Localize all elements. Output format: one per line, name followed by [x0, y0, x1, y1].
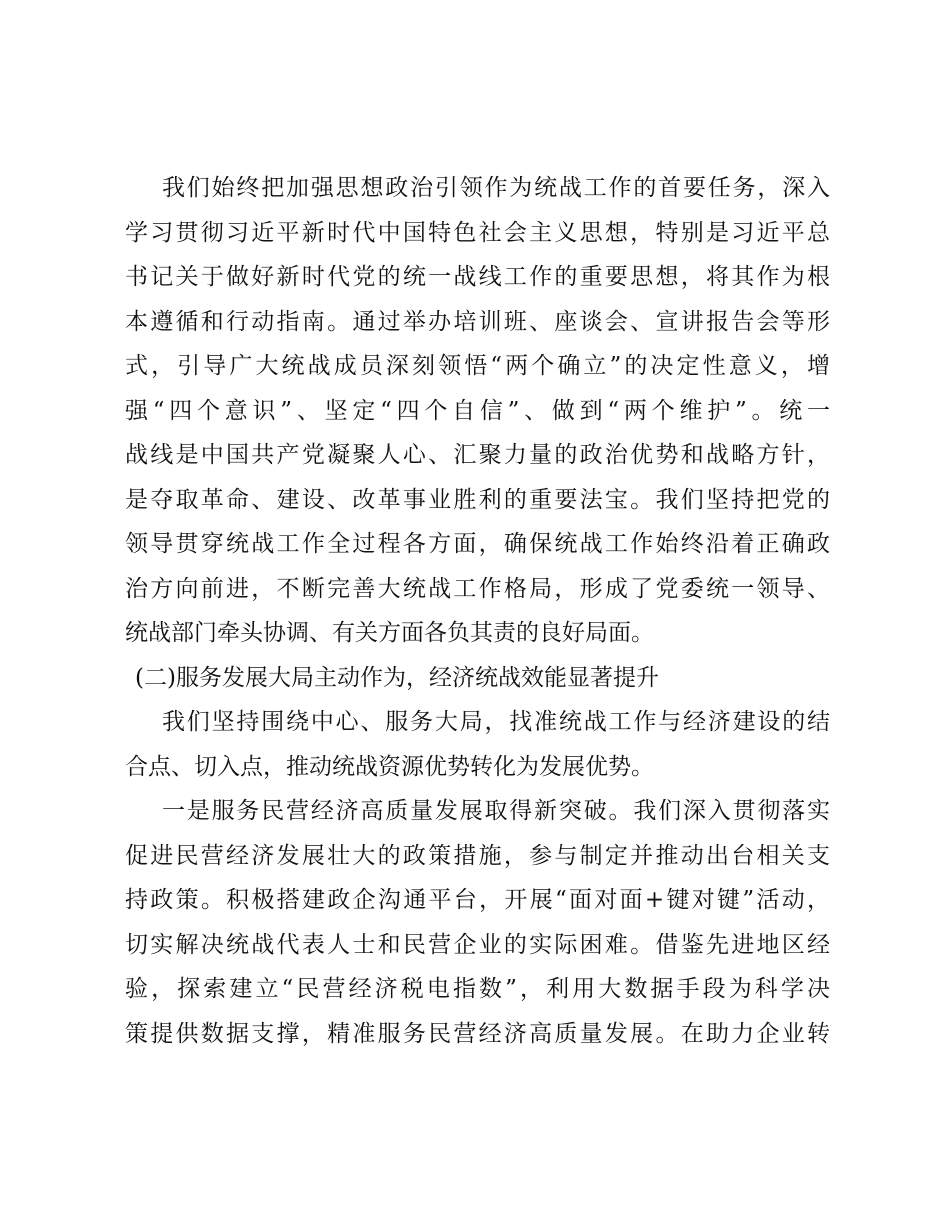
text-line: 促进民营经济发展壮大的政策措施，参与制定并推动出台相关支 — [125, 842, 830, 869]
text-line: 书记关于做好新时代党的统一战线工作的重要思想，将其作为根 — [125, 264, 830, 290]
text-line: 战线是中国共产党凝聚人心、汇聚力量的政治优势和战略方针， — [125, 442, 830, 468]
section-heading-text: (二)服务发展大局主动作为，经济统战效能显著提升 — [135, 664, 659, 691]
text-line: 是夺取革命、建设、改革事业胜利的重要法宝。我们坚持把党的 — [125, 486, 830, 513]
text-line: 式，引导广大统战成员深刻领悟“两个确立”的决定性意义，增 — [125, 353, 830, 379]
text-line: 强“四个意识”、坚定“四个自信”、做到“两个维护”。统一 — [125, 397, 830, 424]
paragraph-ideological-guidance — [125, 166, 830, 656]
document-body — [125, 166, 830, 1056]
section-heading — [125, 656, 830, 701]
text-line: 我们始终把加强思想政治引领作为统战工作的首要任务，深入 — [162, 175, 830, 201]
text-line: 我们坚持围绕中心、服务大局，找准统战工作与经济建设的结 — [162, 709, 830, 735]
text-line: 切实解决统战代表人士和民营企业的实际困难。借鉴先进地区经 — [125, 931, 830, 958]
text-line: 策提供数据支撑，精准服务民营经济高质量发展。在助力企业转 — [125, 1020, 830, 1047]
text-line: 本遵循和行动指南。通过举办培训班、座谈会、宣讲报告会等形 — [125, 308, 830, 335]
paragraph-serve-overall — [125, 700, 830, 789]
text-line: 验，探索建立“民营经济税电指数”，利用大数据手段为科学决 — [125, 976, 830, 1002]
paragraph-private-economy — [125, 789, 830, 1056]
text-line: 学习贯彻习近平新时代中国特色社会主义思想，特别是习近平总 — [125, 219, 830, 246]
text-line: 合点、切入点，推动统战资源优势转化为发展优势。 — [125, 753, 654, 780]
text-line: 一是服务民营经济高质量发展取得新突破。我们深入贯彻落实 — [162, 798, 830, 824]
text-line: 统战部门牵头协调、有关方面各负其责的良好局面。 — [125, 620, 654, 646]
text-line: 治方向前进，不断完善大统战工作格局，形成了党委统一领导、 — [125, 575, 830, 602]
text-line: 持政策。积极搭建政企沟通平台，开展“面对面+键对键”活动， — [125, 887, 830, 913]
text-line: 领导贯穿统战工作全过程各方面，确保统战工作始终沿着正确政 — [125, 531, 830, 557]
